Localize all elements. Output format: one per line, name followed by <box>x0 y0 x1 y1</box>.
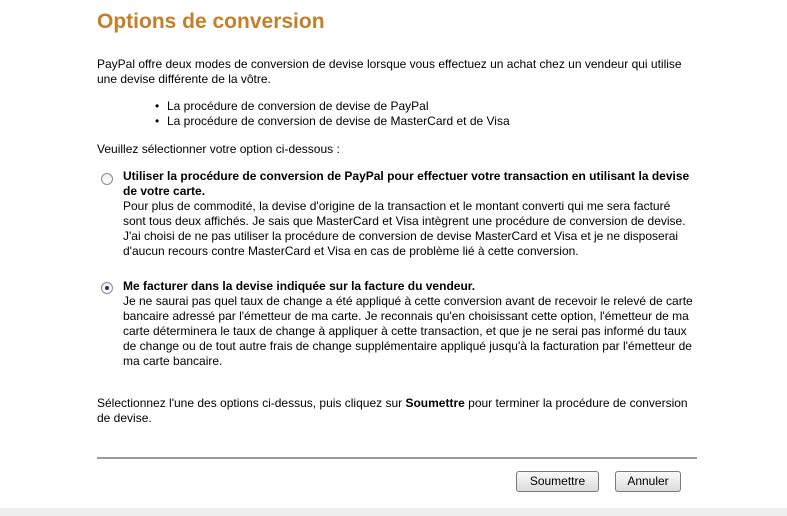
cancel-button[interactable]: Annuler <box>615 471 681 492</box>
conversion-methods-list <box>153 99 510 129</box>
option-paypal-conversion-text <box>123 169 693 259</box>
option-description: Pour plus de commodité, la devise d'origine de la transaction et le montant converti qui me sera facturé sont tous deux affichés. Je sais que MasterCard et Visa intègrent une procédure de conversion de devise. J'ai choisi de ne pas utiliser la procédure de conversion de devise MasterCard et Visa et je ne disposerai d'aucun recours contre MasterCard et Visa en cas de problème lié à cette conversion. <box>123 199 686 258</box>
instructions-before: Sélectionnez l'une des options ci-dessus, puis cliquez sur <box>97 396 406 410</box>
option-description: Je ne saurai pas quel taux de change a été appliqué à cette conversion avant de recevoir le relevé de carte bancaire adressé par l'émetteur de ma carte. Je reconnais qu'en choisissant cette option, l'émetteur de ma carte déterminera le taux de change à appliquer à cette transaction, et que je ne serai pas informé du taux de change ou de tout autre frais de change supplémentaire appliqué jusqu'à la facturation par l'émetteur de ma carte bancaire. <box>123 294 693 368</box>
radio-paypal-conversion[interactable] <box>101 173 113 185</box>
divider <box>97 457 697 459</box>
radio-seller-currency[interactable] <box>101 282 113 294</box>
list-item: • La procédure de conversion de devise de MasterCard et de Visa <box>153 114 510 129</box>
selection-prompt: Veuillez sélectionner votre option ci-dessous : <box>97 142 340 156</box>
list-item: • La procédure de conversion de devise de PayPal <box>153 99 510 114</box>
option-title: Utiliser la procédure de conversion de PayPal pour effectuer votre transaction en utilisant la devise de votre carte. <box>123 169 690 198</box>
bottom-bar <box>0 508 787 516</box>
option-seller-currency-text <box>123 279 693 369</box>
submit-button[interactable]: Soumettre <box>516 471 599 492</box>
option-title: Me facturer dans la devise indiquée sur la facture du vendeur. <box>123 279 476 293</box>
instructions-text <box>97 396 697 426</box>
intro-text: PayPal offre deux modes de conversion de devise lorsque vous effectuez un achat chez un vendeur qui utilise une devise différente de la vôtre. <box>97 57 682 86</box>
page-title: Options de conversion <box>97 10 325 33</box>
instructions-submit-keyword: Soumettre <box>405 396 465 410</box>
instructions-after: pour terminer la procédure de conversion de devise. <box>97 396 688 425</box>
